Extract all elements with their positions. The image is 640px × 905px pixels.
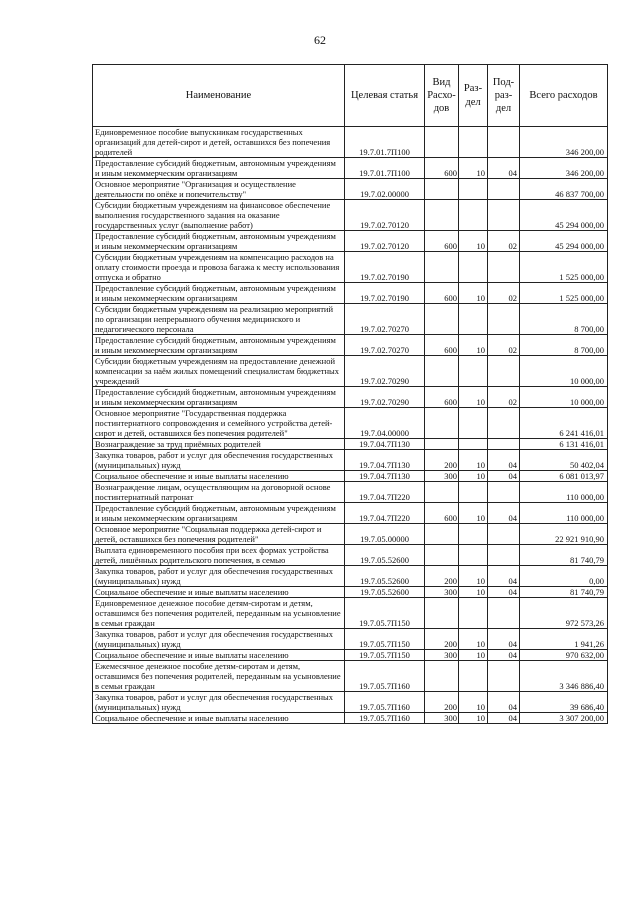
- row-target-code: 19.7.05.52600: [345, 545, 425, 566]
- row-section: [459, 661, 488, 692]
- row-section: 10: [459, 283, 488, 304]
- row-expense-type: [425, 598, 459, 629]
- row-target-code: 19.7.02.70270: [345, 304, 425, 335]
- header-subsection: Под- раз- дел: [488, 65, 520, 127]
- row-name: Единовременное пособие выпускникам государственных организаций для детей-сирот и детей, оставшихся без попечения родителей: [93, 127, 345, 158]
- row-name: Предоставление субсидий бюджетным, автономным учреждениям и иным некоммерческим организациям: [93, 335, 345, 356]
- row-name: Основное мероприятие "Государственная поддержка постинтернатного сопровождения и семейного устройства детей-сирот и детей, оставшихся без попечения родителей": [93, 408, 345, 439]
- row-name: Предоставление субсидий бюджетным, автономным учреждениям и иным некоммерческим организациям: [93, 231, 345, 252]
- row-target-code: 19.7.01.7П100: [345, 158, 425, 179]
- row-amount: 22 921 910,90: [520, 524, 608, 545]
- row-subsection: [488, 545, 520, 566]
- table-row: [93, 231, 608, 252]
- row-amount: 1 525 000,00: [520, 283, 608, 304]
- row-expense-type: 300: [425, 587, 459, 598]
- row-target-code: 19.7.04.7П130: [345, 439, 425, 450]
- table-row: [93, 598, 608, 629]
- row-subsection: 04: [488, 503, 520, 524]
- row-subsection: 04: [488, 471, 520, 482]
- row-target-code: 19.7.02.70290: [345, 387, 425, 408]
- row-target-code: 19.7.04.7П220: [345, 503, 425, 524]
- row-amount: 10 000,00: [520, 356, 608, 387]
- row-section: 10: [459, 231, 488, 252]
- row-amount: 46 837 700,00: [520, 179, 608, 200]
- row-name: Единовременное денежное пособие детям-сиротам и детям, оставшимся без попечения родителей, переданным на усыновление в семьи граждан: [93, 598, 345, 629]
- table-row: [93, 304, 608, 335]
- row-section: 10: [459, 629, 488, 650]
- table-row: [93, 252, 608, 283]
- row-amount: 10 000,00: [520, 387, 608, 408]
- table-row: [93, 179, 608, 200]
- row-subsection: [488, 200, 520, 231]
- row-subsection: 04: [488, 692, 520, 713]
- row-name: Закупка товаров, работ и услуг для обеспечения государственных (муниципальных) нужд: [93, 566, 345, 587]
- row-expense-type: 300: [425, 650, 459, 661]
- table-row: [93, 545, 608, 566]
- row-name: Закупка товаров, работ и услуг для обеспечения государственных (муниципальных) нужд: [93, 450, 345, 471]
- table-row: [93, 158, 608, 179]
- row-amount: 50 402,04: [520, 450, 608, 471]
- row-expense-type: [425, 127, 459, 158]
- table-row: [93, 566, 608, 587]
- page-number: 62: [314, 33, 326, 47]
- row-section: [459, 304, 488, 335]
- row-subsection: 04: [488, 566, 520, 587]
- row-target-code: 19.7.05.7П160: [345, 661, 425, 692]
- row-name: Ежемесячное денежное пособие детям-сиротам и детям, оставшимся без попечения родителей, переданным на усыновление в семьи граждан: [93, 661, 345, 692]
- row-section: 10: [459, 158, 488, 179]
- row-expense-type: [425, 661, 459, 692]
- row-target-code: 19.7.02.70190: [345, 283, 425, 304]
- row-subsection: [488, 661, 520, 692]
- row-subsection: 02: [488, 335, 520, 356]
- table-row: [93, 629, 608, 650]
- table-row: [93, 200, 608, 231]
- table-row: [93, 356, 608, 387]
- row-name: Вознаграждение за труд приёмных родителей: [93, 439, 345, 450]
- table-row: [93, 335, 608, 356]
- row-name: Социальное обеспечение и иные выплаты населению: [93, 713, 345, 724]
- row-name: Закупка товаров, работ и услуг для обеспечения государственных (муниципальных) нужд: [93, 692, 345, 713]
- row-target-code: 19.7.01.7П100: [345, 127, 425, 158]
- row-subsection: 02: [488, 283, 520, 304]
- row-expense-type: [425, 524, 459, 545]
- row-section: 10: [459, 713, 488, 724]
- row-amount: 8 700,00: [520, 335, 608, 356]
- row-amount: 3 346 886,40: [520, 661, 608, 692]
- row-amount: 346 200,00: [520, 158, 608, 179]
- row-subsection: [488, 524, 520, 545]
- row-subsection: 04: [488, 629, 520, 650]
- row-section: 10: [459, 450, 488, 471]
- row-expense-type: 600: [425, 387, 459, 408]
- table-row: [93, 283, 608, 304]
- row-subsection: [488, 598, 520, 629]
- row-section: [459, 179, 488, 200]
- row-section: [459, 439, 488, 450]
- row-subsection: 04: [488, 713, 520, 724]
- table-row: [93, 471, 608, 482]
- row-expense-type: [425, 252, 459, 283]
- row-target-code: 19.7.05.52600: [345, 566, 425, 587]
- header-target: Целевая статья: [345, 65, 425, 127]
- row-target-code: 19.7.04.7П130: [345, 450, 425, 471]
- row-subsection: [488, 408, 520, 439]
- row-section: [459, 524, 488, 545]
- row-target-code: 19.7.04.00000: [345, 408, 425, 439]
- row-section: 10: [459, 503, 488, 524]
- row-expense-type: [425, 545, 459, 566]
- row-name: Вознаграждение лицам, осуществляющим на договорной основе постинтернатный патронат: [93, 482, 345, 503]
- header-expense-type: Вид Расхо- дов: [425, 65, 459, 127]
- row-amount: 1 525 000,00: [520, 252, 608, 283]
- row-name: Основное мероприятие "Организация и осуществление деятельности по опёке и попечительству": [93, 179, 345, 200]
- row-amount: 6 131 416,01: [520, 439, 608, 450]
- row-target-code: 19.7.02.70270: [345, 335, 425, 356]
- table-row: [93, 387, 608, 408]
- table-row: [93, 661, 608, 692]
- row-name: Закупка товаров, работ и услуг для обеспечения государственных (муниципальных) нужд: [93, 629, 345, 650]
- table-row: [93, 127, 608, 158]
- row-amount: 8 700,00: [520, 304, 608, 335]
- row-expense-type: 200: [425, 629, 459, 650]
- row-subsection: 02: [488, 231, 520, 252]
- table-body: [93, 127, 608, 724]
- table-row: [93, 587, 608, 598]
- row-section: [459, 356, 488, 387]
- row-amount: 110 000,00: [520, 503, 608, 524]
- row-amount: 0,00: [520, 566, 608, 587]
- table-row: [93, 692, 608, 713]
- table-row: [93, 503, 608, 524]
- row-section: [459, 200, 488, 231]
- row-expense-type: 200: [425, 450, 459, 471]
- row-target-code: 19.7.05.7П160: [345, 692, 425, 713]
- table-row: [93, 482, 608, 503]
- row-subsection: [488, 252, 520, 283]
- row-amount: 6 081 013,97: [520, 471, 608, 482]
- row-section: [459, 252, 488, 283]
- row-name: Социальное обеспечение и иные выплаты населению: [93, 471, 345, 482]
- row-name: Субсидии бюджетным учреждениям на финансовое обеспечение выполнения государственного задания на оказание государственных услуг (выполнение работ): [93, 200, 345, 231]
- row-target-code: 19.7.05.7П150: [345, 650, 425, 661]
- row-name: Предоставление субсидий бюджетным, автономным учреждениям и иным некоммерческим организациям: [93, 503, 345, 524]
- table-row: [93, 713, 608, 724]
- row-section: 10: [459, 471, 488, 482]
- row-subsection: [488, 179, 520, 200]
- row-subsection: 02: [488, 387, 520, 408]
- row-expense-type: 300: [425, 471, 459, 482]
- row-expense-type: [425, 200, 459, 231]
- row-section: 10: [459, 335, 488, 356]
- row-amount: 970 632,00: [520, 650, 608, 661]
- row-target-code: 19.7.05.7П160: [345, 713, 425, 724]
- header-section: Раз- дел: [459, 65, 488, 127]
- row-subsection: [488, 127, 520, 158]
- table-row: [93, 450, 608, 471]
- row-name: Выплата единовременного пособия при всех формах устройства детей, лишённых родительского попечения, в семью: [93, 545, 345, 566]
- row-name: Основное мероприятие "Социальная поддержка детей-сирот и детей, оставшихся без попечения родителей": [93, 524, 345, 545]
- row-section: [459, 598, 488, 629]
- row-target-code: 19.7.05.7П150: [345, 598, 425, 629]
- row-amount: 110 000,00: [520, 482, 608, 503]
- row-target-code: 19.7.02.70290: [345, 356, 425, 387]
- row-amount: 45 294 000,00: [520, 231, 608, 252]
- row-expense-type: [425, 408, 459, 439]
- row-name: Субсидии бюджетным учреждениям на реализацию мероприятий по организации непрерывного обучения медицинского и педагогического персонала: [93, 304, 345, 335]
- row-amount: 6 241 416,01: [520, 408, 608, 439]
- budget-table: [92, 64, 608, 724]
- row-name: Субсидии бюджетным учреждениям на компенсацию расходов на оплату стоимости проезда и провоза багажа к месту использования отпуска и обратно: [93, 252, 345, 283]
- row-section: 10: [459, 587, 488, 598]
- row-target-code: 19.7.04.7П220: [345, 482, 425, 503]
- row-expense-type: 600: [425, 158, 459, 179]
- row-subsection: 04: [488, 158, 520, 179]
- row-expense-type: [425, 356, 459, 387]
- row-name: Предоставление субсидий бюджетным, автономным учреждениям и иным некоммерческим организациям: [93, 283, 345, 304]
- row-target-code: 19.7.05.00000: [345, 524, 425, 545]
- row-section: [459, 127, 488, 158]
- row-amount: 972 573,26: [520, 598, 608, 629]
- row-amount: 81 740,79: [520, 587, 608, 598]
- row-amount: 81 740,79: [520, 545, 608, 566]
- row-target-code: 19.7.02.70190: [345, 252, 425, 283]
- row-section: 10: [459, 692, 488, 713]
- row-expense-type: [425, 179, 459, 200]
- row-target-code: 19.7.05.7П150: [345, 629, 425, 650]
- row-expense-type: 600: [425, 335, 459, 356]
- row-amount: 346 200,00: [520, 127, 608, 158]
- row-amount: 1 941,26: [520, 629, 608, 650]
- row-expense-type: [425, 439, 459, 450]
- header-name: Наименование: [93, 65, 345, 127]
- row-expense-type: 200: [425, 566, 459, 587]
- row-subsection: [488, 304, 520, 335]
- row-subsection: 04: [488, 450, 520, 471]
- row-expense-type: 600: [425, 231, 459, 252]
- row-subsection: [488, 439, 520, 450]
- row-expense-type: 300: [425, 713, 459, 724]
- row-subsection: [488, 482, 520, 503]
- row-name: Предоставление субсидий бюджетным, автономным учреждениям и иным некоммерческим организациям: [93, 387, 345, 408]
- row-subsection: 04: [488, 587, 520, 598]
- row-name: Социальное обеспечение и иные выплаты населению: [93, 587, 345, 598]
- row-target-code: 19.7.04.7П130: [345, 471, 425, 482]
- row-name: Субсидии бюджетным учреждениям на предоставление денежной компенсации за наём жилых помещений специалистам бюджетных учреждений: [93, 356, 345, 387]
- row-amount: 45 294 000,00: [520, 200, 608, 231]
- row-amount: 39 686,40: [520, 692, 608, 713]
- row-expense-type: [425, 304, 459, 335]
- row-expense-type: [425, 482, 459, 503]
- row-subsection: [488, 356, 520, 387]
- row-target-code: 19.7.05.52600: [345, 587, 425, 598]
- row-name: Социальное обеспечение и иные выплаты населению: [93, 650, 345, 661]
- row-target-code: 19.7.02.00000: [345, 179, 425, 200]
- row-amount: 3 307 200,00: [520, 713, 608, 724]
- row-section: 10: [459, 650, 488, 661]
- table-row: [93, 408, 608, 439]
- row-section: [459, 482, 488, 503]
- table-header-row: [93, 65, 608, 127]
- table-row: [93, 650, 608, 661]
- row-section: 10: [459, 566, 488, 587]
- table-row: [93, 439, 608, 450]
- row-target-code: 19.7.02.70120: [345, 200, 425, 231]
- row-expense-type: 600: [425, 283, 459, 304]
- row-name: Предоставление субсидий бюджетным, автономным учреждениям и иным некоммерческим организациям: [93, 158, 345, 179]
- header-total: Всего расходов: [520, 65, 608, 127]
- row-section: [459, 408, 488, 439]
- row-subsection: 04: [488, 650, 520, 661]
- row-expense-type: 200: [425, 692, 459, 713]
- row-expense-type: 600: [425, 503, 459, 524]
- row-section: [459, 545, 488, 566]
- row-section: 10: [459, 387, 488, 408]
- table-row: [93, 524, 608, 545]
- row-target-code: 19.7.02.70120: [345, 231, 425, 252]
